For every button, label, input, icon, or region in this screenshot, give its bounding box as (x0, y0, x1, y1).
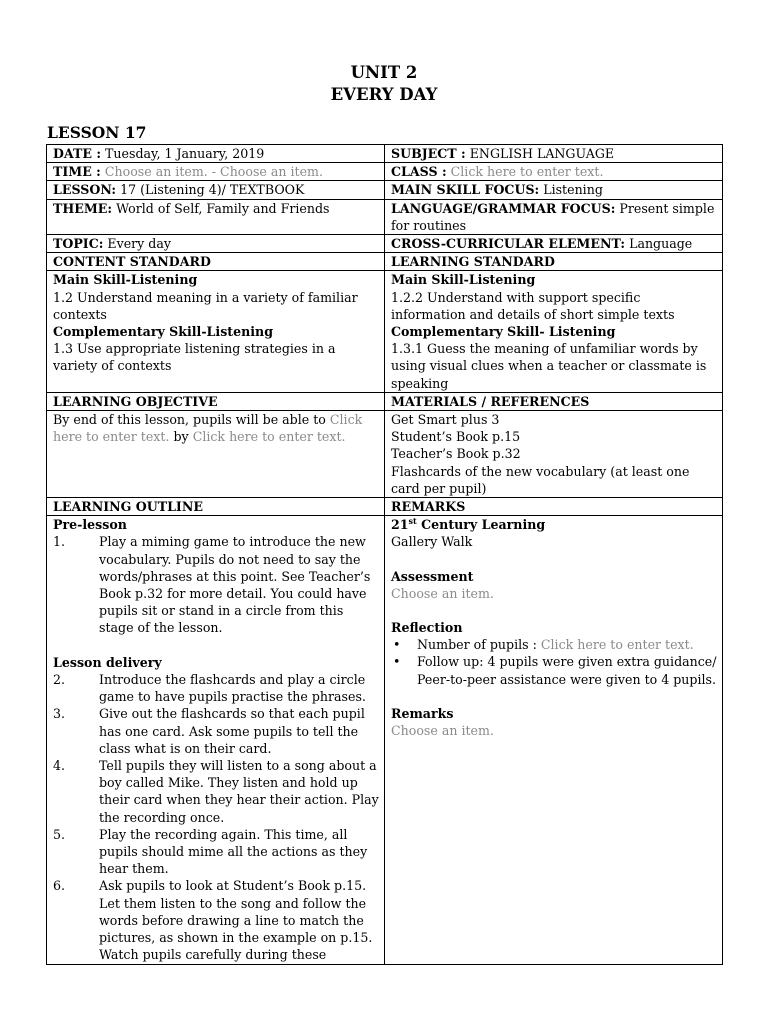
learning-outline-cell (47, 516, 385, 965)
learning-main-skill-title: Main Skill-Listening (391, 272, 536, 288)
grammar-label: LANGUAGE/GRAMMAR FOCUS: (391, 200, 616, 216)
learning-comp-skill-title: Complementary Skill- Listening (391, 324, 616, 340)
list-item (391, 636, 717, 653)
date-value: Tuesday, 1 January, 2019 (105, 146, 265, 161)
table-row (47, 145, 723, 163)
assessment-title: Assessment (391, 568, 474, 584)
learning-objective-header: LEARNING OBJECTIVE (47, 392, 385, 410)
time-cell (47, 163, 385, 181)
lesson-cell (47, 181, 385, 199)
cross-curricular-label: CROSS-CURRICULAR ELEMENT: (391, 236, 626, 252)
remarks-field[interactable]: Choose an item. (391, 723, 494, 739)
topic-value: Every day (107, 236, 171, 252)
objective-field-1[interactable]: Click here to enter text. (53, 412, 363, 445)
main-skill-value: Listening (543, 182, 603, 198)
objective-text: By end of this lesson, pupils will be able to (53, 412, 326, 428)
pupils-field[interactable]: Click here to enter text. (540, 637, 694, 653)
learning-outline-header: LEARNING OUTLINE (47, 498, 385, 516)
learning-standard-header: LEARNING STANDARD (385, 253, 723, 271)
table-row (47, 163, 723, 181)
cross-curricular-value: Language (629, 236, 693, 252)
main-skill-label: MAIN SKILL FOCUS: (391, 182, 540, 198)
class-field[interactable]: Click here to enter text. (450, 164, 604, 180)
list-item: Student’s Book p.15 (391, 429, 521, 445)
theme-cell (47, 199, 385, 234)
follow-up-text: Follow up: 4 pupils were given extra guidance/ Peer-to-peer assistance were given to 4 pupils. (417, 654, 717, 687)
bullet-icon: • (393, 637, 401, 653)
table-row (47, 199, 723, 234)
unit-title: UNIT 2 (350, 63, 418, 82)
table-row (47, 181, 723, 199)
list-item: Teacher’s Book p.32 (391, 446, 521, 462)
grammar-cell (385, 199, 723, 234)
list-item: Flashcards of the new vocabulary (at least one card per pupil) (391, 463, 690, 496)
outline-content (53, 516, 379, 964)
reflection-title: Reflection (391, 620, 463, 636)
objective-field-2[interactable]: Click here to enter text. (192, 429, 346, 445)
lesson-label: LESSON 17 (47, 123, 147, 142)
table-row (47, 516, 723, 965)
content-comp-skill-text: 1.3 Use appropriate listening strategies in a variety of contexts (53, 341, 336, 374)
topic-cell (47, 235, 385, 253)
learning-objective-cell (47, 411, 385, 498)
century-learning-value: Gallery Walk (391, 534, 473, 550)
pre-lesson-title: Pre-lesson (53, 517, 127, 533)
lesson-plan-table (46, 144, 723, 965)
learning-standard-cell (385, 271, 723, 392)
main-skill-cell (385, 181, 723, 199)
subject-cell (385, 145, 723, 163)
table-row (47, 271, 723, 392)
list-item: 5. Play the recording again. This time, all pupils should mime all the actions as they hear them. (53, 826, 368, 877)
content-standard-header: CONTENT STANDARD (47, 253, 385, 271)
table-row (47, 411, 723, 498)
pre-lesson-steps (53, 533, 379, 636)
lesson-row-value: 17 (Listening 4)/ TEXTBOOK (120, 182, 305, 198)
list-item: 6. Ask pupils to look at Student’s Book p.15. Let them listen to the song and follow the words before drawing a line to match the pictures, as shown in the example on p.15. Watch pupils carefully during these (53, 878, 373, 963)
table-row (47, 392, 723, 410)
subject-value: ENGLISH LANGUAGE (469, 146, 615, 161)
list-item (391, 653, 717, 687)
table-row (47, 253, 723, 271)
table-row (47, 235, 723, 253)
list-item: Get Smart plus 3 (391, 412, 500, 428)
table-row (47, 498, 723, 516)
content-standard-cell (47, 271, 385, 392)
remarks-header: REMARKS (385, 498, 723, 516)
lesson-delivery-steps (53, 671, 379, 963)
subject-label: SUBJECT : (391, 146, 466, 161)
class-cell (385, 163, 723, 181)
time-field[interactable]: Choose an item. - Choose an item. (104, 164, 323, 180)
unit-theme-title: EVERY DAY (330, 85, 438, 104)
learning-main-skill-text: 1.2.2 Understand with support specific information and details of short simple texts (391, 289, 675, 322)
list-item: 4. Tell pupils they will listen to a song about a boy called Mike. They listen and hold up their card when they hear their action. Play the recording once. (53, 757, 379, 825)
reflection-list (391, 636, 717, 688)
time-label: TIME : (53, 164, 101, 180)
document-title (0, 62, 768, 106)
class-label: CLASS : (391, 164, 447, 180)
list-item: 1. Play a miming game to introduce the new vocabulary. Pupils do not need to say the words/phrases at this point. See Teacher’s Book p.32 for more detail. You could have pupils sit or stand in a circle from this stage of the lesson. (53, 534, 371, 636)
content-main-skill-title: Main Skill-Listening (53, 272, 198, 288)
grammar-value: Present simple for routines (391, 200, 715, 233)
content-main-skill-text: 1.2 Understand meaning in a variety of familiar contexts (53, 289, 358, 322)
content-comp-skill-title: Complementary Skill-Listening (53, 324, 274, 340)
list-item: 3. Give out the flashcards so that each pupil has one card. Ask some pupils to tell the class what is on their card. (53, 706, 365, 756)
theme-label: THEME: (53, 200, 113, 216)
date-cell (47, 145, 385, 163)
list-item: 2. Introduce the flashcards and play a circle game to have pupils practise the phrases. (53, 671, 366, 705)
theme-value: World of Self, Family and Friends (116, 200, 330, 216)
cross-curricular-cell (385, 235, 723, 253)
pupils-label: Number of pupils : (417, 637, 537, 653)
bullet-icon: • (393, 654, 401, 670)
remarks-cell (385, 516, 723, 965)
remarks-title: Remarks (391, 705, 454, 721)
lesson-delivery-title: Lesson delivery (53, 654, 162, 670)
learning-comp-skill-text: 1.3.1 Guess the meaning of unfamiliar words by using visual clues when a teacher or classmate is speaking (391, 341, 707, 391)
objective-by: by (173, 429, 189, 445)
materials-cell (385, 411, 723, 498)
topic-label: TOPIC: (53, 236, 104, 252)
materials-header: MATERIALS / REFERENCES (385, 392, 723, 410)
lesson-row-label: LESSON: (53, 182, 117, 198)
assessment-field[interactable]: Choose an item. (391, 585, 494, 601)
century-learning-title: 21st Century Learning (391, 516, 546, 533)
date-label: DATE : (53, 146, 102, 161)
